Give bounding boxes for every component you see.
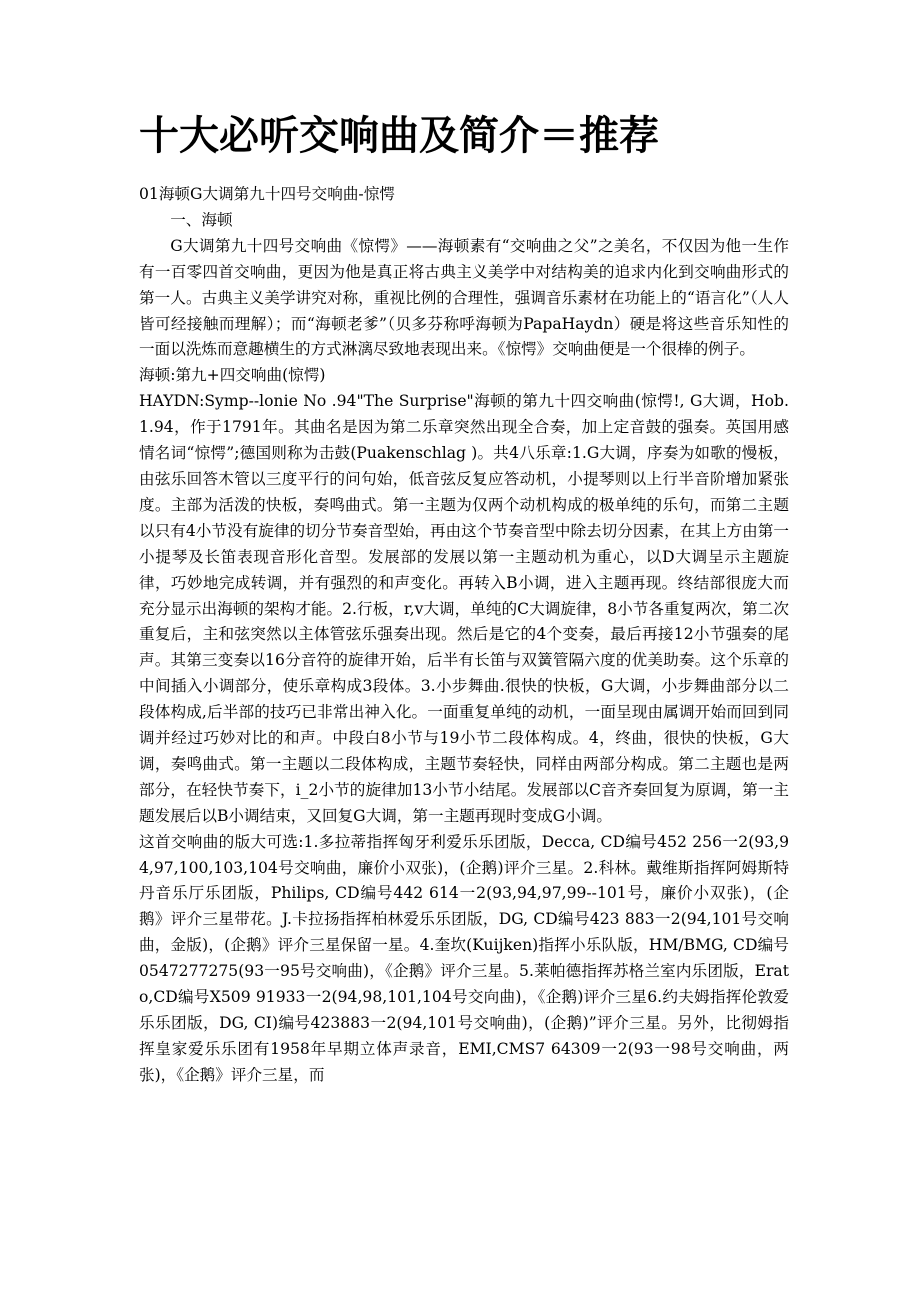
analysis-paragraph: HAYDN:Symp--lonie No .94"The Surprise"海顿的第九十四交响曲(惊愕!, G大调，Hob.1.94，作于1791年。其曲名是因为第二乐章突然出现全合奏，加上定音鼓的强奏。英国用感情名词“惊愕”;德国则称为击鼓(Puakenschlag )。共4八乐章:1.G大调，序奏为如歌的慢板，由弦乐回答木管以三度平行的问句始，低音弦反复应答动机，小提琴则以上行半音阶增加紧张度。主部为活泼的快板，奏鸣曲式。第一主题为仅两个动机构成的极单纯的乐句，而第二主题以只有4小节没有旋律的切分节奏音型始，再由这个节奏音型中除去切分因素，在其上方由第一小提琴及长笛表现音形化音型。发展部的发展以第一主题动机为重心，以D大调呈示主题旋律，巧妙地完成转调，并有强烈的和声变化。再转入B小调，进入主题再现。终结部很庞大而充分显示出海顿的架构才能。2.行板，r,v大调，单纯的C大调旋律，8小节各重复两次，第二次重复后，主和弦突然以主体管弦乐强奏出现。然后是它的4个变奏，最后再接12小节强奏的尾声。其第三变奏以16分音符的旋律开始，后半有长笛与双簧管隔六度的优美助奏。这个乐章的中间插入小调部分，使乐章构成3段体。3.小步舞曲.很快的快板，G大调，小步舞曲部分以二段体构成,后半部的技巧已非常出神入化。一面重复单纯的动机，一面呈现由属调开始而回到同调并经过巧妙对比的和声。中段白8小节与19小节二段体构成。4，终曲，很快的快板，G大调，奏鸣曲式。第一主题以二段体构成，主题节奏轻快，同样由两部分构成。第二主题也是两部分，在轻快节奏下，i_2小节的旋律加13小节小结尾。发展部以C音齐奏回复为原调，第一主题发展后以B小调结束，又回复G大调，第一主题再现时变成G小调。 [139,392,789,825]
section-heading: 01海顿G大调第九十四号交响曲-惊愕 [139,185,395,203]
document-title: 十大必听交响曲及简介＝推荐 [139,112,659,159]
recordings-paragraph: 这首交响曲的版大可选:1.多拉蒂指挥匈牙利爱乐乐团版，Decca, CD编号452 256一2(93,94,97,100,103,104号交响曲，廉价小双张)，(企鹅)评介三星。2.科林。戴维斯指挥阿姆斯特丹音乐厅乐团版，Philips, CD编号442 614一2(93,94,97,99--101号，廉价小双张)，(企鹅》评介三星带花。J.卡拉扬指挥柏林爱乐乐团版，DG, CD编号423 883一2(94,101号交响曲，金版)，(企鹅》评介三星保留一星。4.奎坎(Kuijken)指挥小乐队版，HM/BMG, CD编号0547277275(93一95号交响曲)，《企鹅》评介三星。5.莱帕德指挥苏格兰室内乐团版，Erato,CD编号X509 91933一2(94,98,101,104号交向曲)，《企鹅)评介三星6.约夫姆指挥伦敦爱乐乐团版，DG, CI)编号423883一2(94,101号交响曲)，(企鹅)”评介三星。另外，比彻姆指挥皇家爱乐乐团有1958年早期立体声录音，EMI,CMS7 64309一2(93一98号交响曲，两张)，《企鹅》评介三星，而 [139,832,789,1084]
document-body [139,182,789,1089]
subsection-heading: 一、海顿 [170,210,233,229]
intro-paragraph: G大调第九十四号交响曲《惊愕》——海顿素有“交响曲之父”之美名，不仅因为他一生作有一百零四首交响曲，更因为他是真正将古典主义美学中对结构美的追求内化到交响曲形式的第一人。古典主义美学讲究对称，重视比例的合理性，强调音乐素材在功能上的“语言化”（人人皆可经接触而理解）；而“海顿老爹”（贝多芬称呼海顿为PapaHaydn）硬是将这些音乐知性的一面以洗炼而意趣横生的方式淋漓尽致地表现出来。《惊愕》交响曲便是一个很棒的例子。 [139,236,789,359]
work-title-line: 海顿:第九+四交响曲(惊愕) [139,366,326,385]
